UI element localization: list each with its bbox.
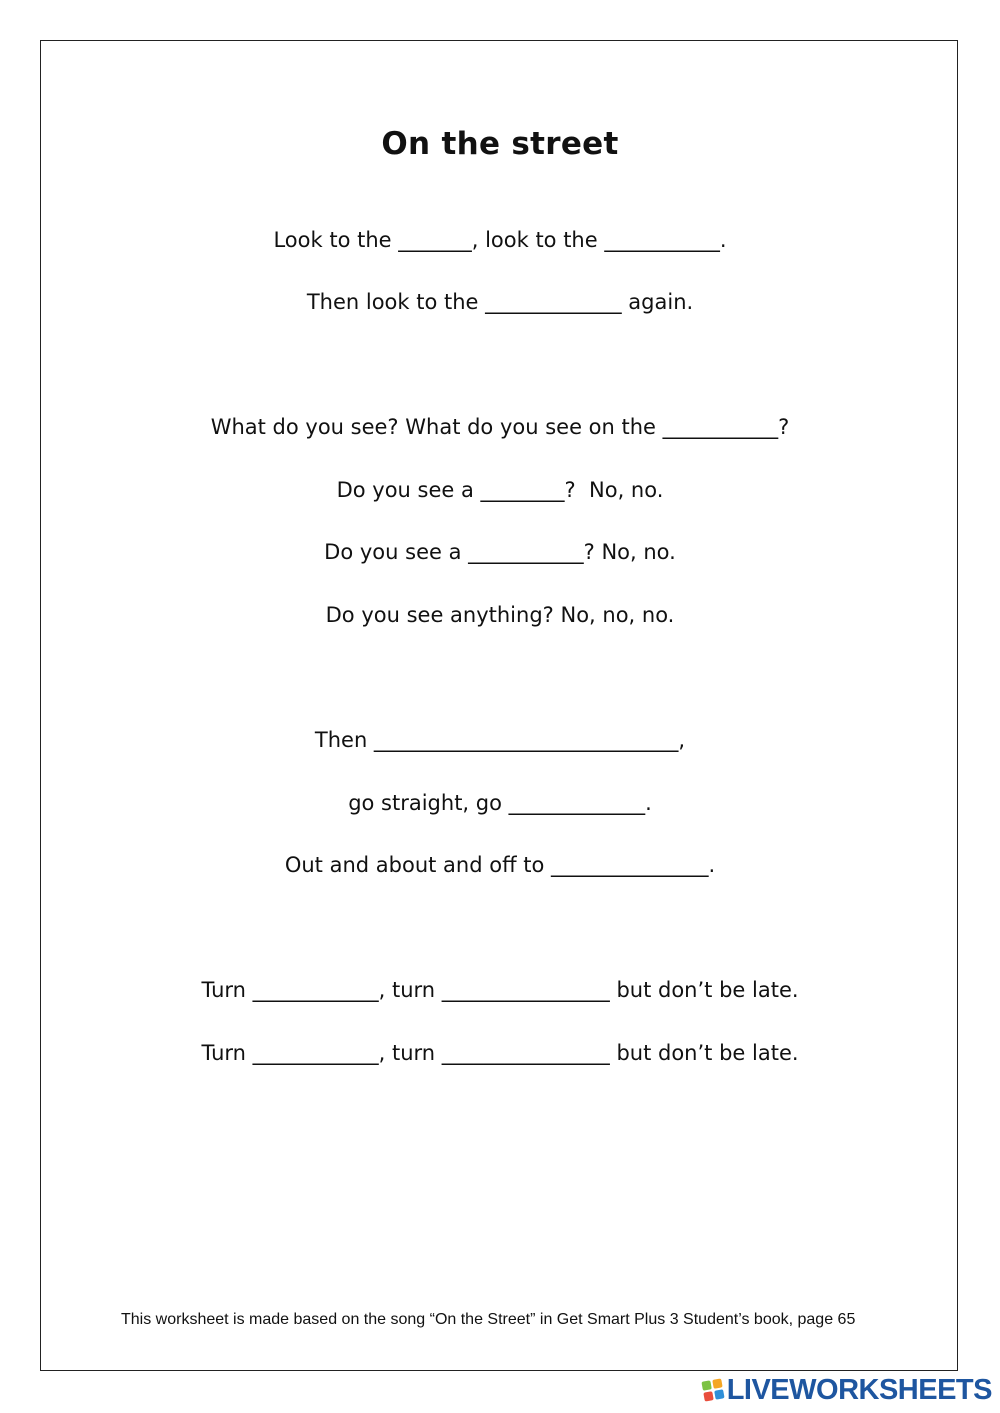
liveworksheets-logo-icon — [701, 1378, 724, 1401]
lyric-line-7: Then _____________________________, — [314, 728, 686, 752]
liveworksheets-logo — [703, 1373, 992, 1407]
worksheet-title: On the street — [381, 126, 619, 162]
logo-square-blue — [714, 1389, 724, 1399]
lyric-line-5: Do you see a ___________? No, no. — [324, 540, 676, 564]
lyric-line-3: What do you see? What do you see on the ___________? — [210, 415, 790, 439]
lyric-line-1: Look to the _______, look to the ___________. — [273, 228, 727, 252]
lyric-line-11: Turn ____________, turn ________________ but don’t be late. — [201, 1041, 799, 1065]
lyric-line-8: go straight, go _____________. — [348, 791, 652, 815]
logo-square-green — [701, 1380, 711, 1390]
logo-wordmark: LIVEWORKSHEETS — [726, 1373, 992, 1406]
source-note: This worksheet is made based on the song “On the Street” in Get Smart Plus 3 Student’s book, page 65 — [121, 1311, 856, 1328]
lyric-line-4: Do you see a ________? No, no. — [336, 478, 664, 502]
lyric-line-9: Out and about and off to _______________. — [284, 853, 716, 877]
lyric-line-2: Then look to the _____________ again. — [306, 290, 694, 314]
logo-square-red — [703, 1391, 713, 1401]
logo-square-orange — [712, 1378, 722, 1388]
lyric-line-6: Do you see anything? No, no, no. — [325, 603, 675, 627]
lyric-line-10: Turn ____________, turn ________________ but don’t be late. — [201, 978, 799, 1002]
